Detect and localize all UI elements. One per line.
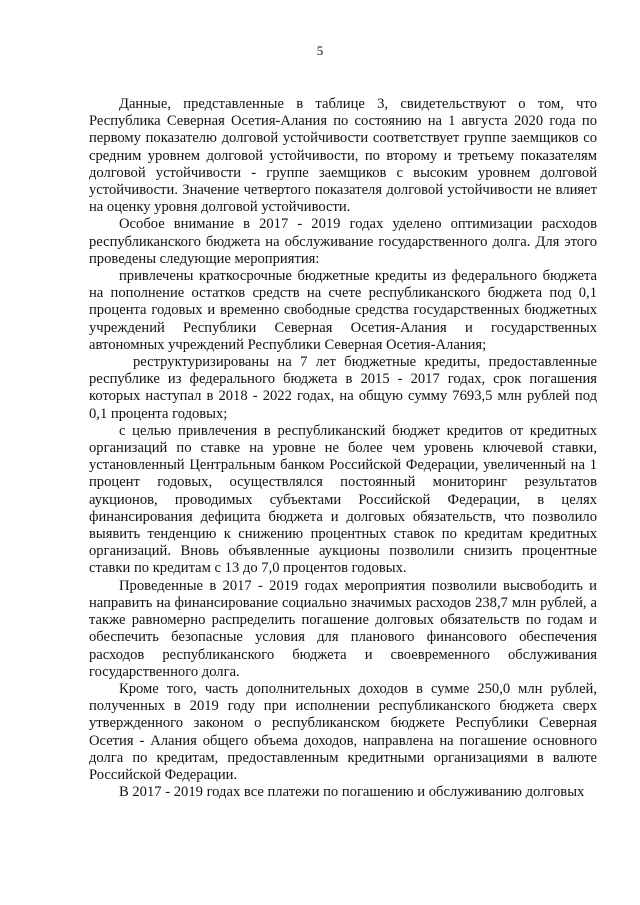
- page-number: 5: [316, 43, 324, 58]
- paragraph-payments: В 2017 - 2019 годах все платежи по погашению и обслуживанию долговых: [119, 784, 585, 801]
- paragraph-additional-revenue: Кроме того, часть дополнительных доходов в сумме 250,0 млн рублей, полученных в 2019 году при исполнении республиканского бюджета сверх утвержденного законом о республиканском бюджете Республики Северная Осетия - Алания общего объема доходов, направлена на погашение основного долга по кредитам, предоставленным кредитными организациями в валюте Российской Федерации.: [89, 680, 597, 783]
- paragraph-restructuring: реструктуризированы на 7 лет бюджетные кредиты, предоставленные республике из федерального бюджета в 2015 - 2017 годах, срок погашения которых наступал в 2018 - 2022 годах, на общую сумму 7693,5 млн рублей под 0,1 процента годовых;: [89, 354, 597, 422]
- paragraph-auction-monitoring: с целью привлечения в республиканский бюджет кредитов от кредитных организаций по ставке на уровне не более чем уровень ключевой ставки, установленный Центральным банком Российской Федерации, увеличенный на 1 процент годовых, осуществлялся постоянный мониторинг результатов аукционов, проводимых субъектами Российской Федерации, в целях финансирования дефицита бюджета и долговых обязательств, что позволило выявить тенденцию к снижению процентных ставок по кредитам кредитных организаций. Вновь объявленные аукционы позволили снизить процентные ставки по кредитам с 13 до 7,0 процентов годовых.: [89, 422, 597, 577]
- paragraph-measures-result: Проведенные в 2017 - 2019 годах мероприятия позволили высвободить и направить на финансирование социально значимых расходов 238,7 млн рублей, а также равномерно распределить погашение долговых обязательств по годам и обеспечить безопасные условия для планового финансового обеспечения расходов республиканского бюджета и своевременного обслуживания государственного долга.: [89, 577, 597, 680]
- paragraph-debt-sustainability: Данные, представленные в таблице 3, свидетельствуют о том, что Республика Северная Осетия-Алания по состоянию на 1 августа 2020 года по первому показателю долговой устойчивости соответствует группе заемщиков со средним уровнем долговой устойчивости, по второму и третьему показателям долговой устойчивости - группе заемщиков с высоким уровнем долговой устойчивости. Значение четвертого показателя долговой устойчивости не влияет на оценку уровня долговой устойчивости.: [89, 96, 597, 216]
- paragraph-short-term-credits: привлечены краткосрочные бюджетные кредиты из федерального бюджета на пополнение остатков средств на счете республиканского бюджета под 0,1 процента годовых и временно свободные средства государственных бюджетных учреждений Республики Северная Осетия-Алания и государственных автономных учреждений Республики Северная Осетия-Алания;: [89, 268, 597, 353]
- document-body: [89, 96, 597, 801]
- paragraph-optimization-intro: Особое внимание в 2017 - 2019 годах уделено оптимизации расходов республиканского бюджета на обслуживание государственного долга. Для этого проведены следующие мероприятия:: [89, 216, 597, 267]
